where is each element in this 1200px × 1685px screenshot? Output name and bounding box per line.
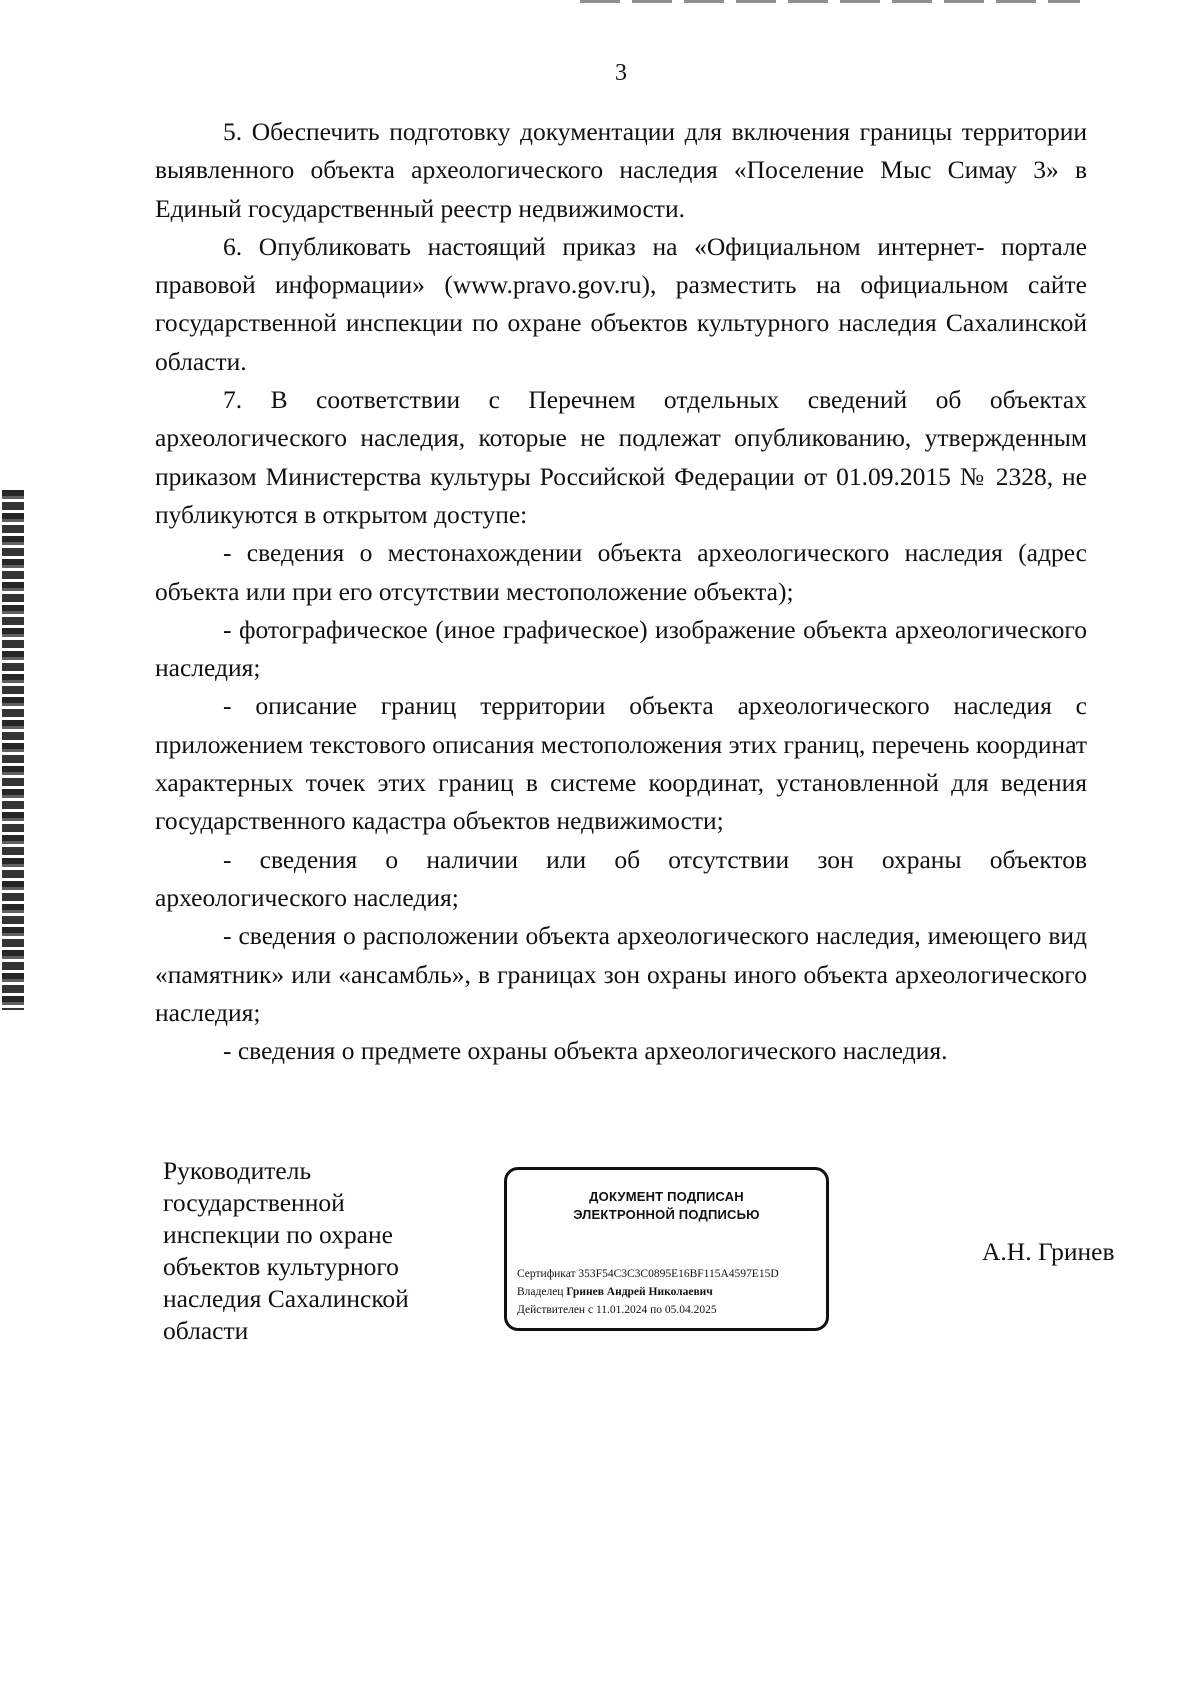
position-line: области	[163, 1316, 249, 1345]
position-line: Руководитель	[163, 1156, 312, 1185]
list-item-protection-subject: - сведения о предмете охраны объекта археологического наследия.	[223, 1036, 948, 1066]
stamp-owner-label: Владелец	[517, 1286, 564, 1298]
position-line: наследия Сахалинской	[163, 1284, 409, 1313]
scan-artifact-top	[580, 0, 1080, 3]
list-item-photo: - фотографическое (иное графическое) изображение объекта археологического наследия;	[155, 614, 1087, 683]
stamp-title-line: ДОКУМЕНТ ПОДПИСАН	[589, 1189, 744, 1204]
stamp-validity: Действителен с 11.01.2024 по 05.04.2025	[517, 1304, 717, 1316]
position-line: объектов культурного	[163, 1252, 399, 1281]
stamp-details	[517, 1265, 818, 1319]
scan-artifact-left	[2, 490, 24, 1010]
document-body	[155, 113, 1087, 1070]
signatory-position	[163, 1155, 463, 1347]
stamp-owner: Гринев Андрей Николаевич	[566, 1286, 713, 1298]
list-item-location: - сведения о местонахождении объекта археологического наследия (адрес объекта или при его отсутствии местоположение объекта);	[155, 538, 1087, 606]
stamp-certificate: Сертификат 353F54C3C3C0895E16BF115A4597E15D	[517, 1268, 779, 1280]
stamp-owner-row	[517, 1283, 818, 1301]
signer-name: А.Н. Гринев	[982, 1237, 1115, 1266]
position-line: инспекции по охране	[163, 1220, 393, 1249]
stamp-title-line: ЭЛЕКТРОННОЙ ПОДПИСЬЮ	[573, 1207, 760, 1222]
electronic-signature-stamp	[504, 1167, 829, 1331]
position-line: государственной	[163, 1188, 345, 1217]
list-item-protection-zones: - сведения о наличии или об отсутствии зон охраны объектов археологического наследия;	[155, 844, 1087, 912]
list-item-monument-location: - сведения о расположении объекта археологического наследия, имеющего вид «памятник» или «ансамбль», в границах зон охраны иного объекта археологического наследия;	[155, 921, 1087, 1027]
paragraph-item-7: 7. В соответствии с Перечнем отдельных сведений об объектах археологического наследия, которые не подлежат опубликованию, утвержденным приказом Министерства культуры Российской Федерации от 01.09.2015 № 2328, не публикуются в открытом доступе:	[155, 385, 1087, 529]
page-number: 3	[615, 60, 627, 86]
paragraph-item-6: 6. Опубликовать настоящий приказ на «Официальном интернет- портале правовой информации» (www.pravo.gov.ru), разместить на официальном сайте государственной инспекции по охране объектов культурного наследия Сахалинской области.	[155, 231, 1087, 376]
paragraph-item-5: 5. Обеспечить подготовку документации для включения границы территории выявленного объекта археологического наследия «Поселение Мыс Симау 3» в Единый государственный реестр недвижимости.	[155, 117, 1087, 223]
stamp-title	[507, 1188, 826, 1224]
list-item-boundaries: - описание границ территории объекта археологического наследия с приложением текстового описания местоположения этих границ, перечень координат характерных точек этих границ в системе координат, установленной для ведения государственного кадастра объектов недвижимости;	[155, 691, 1087, 836]
